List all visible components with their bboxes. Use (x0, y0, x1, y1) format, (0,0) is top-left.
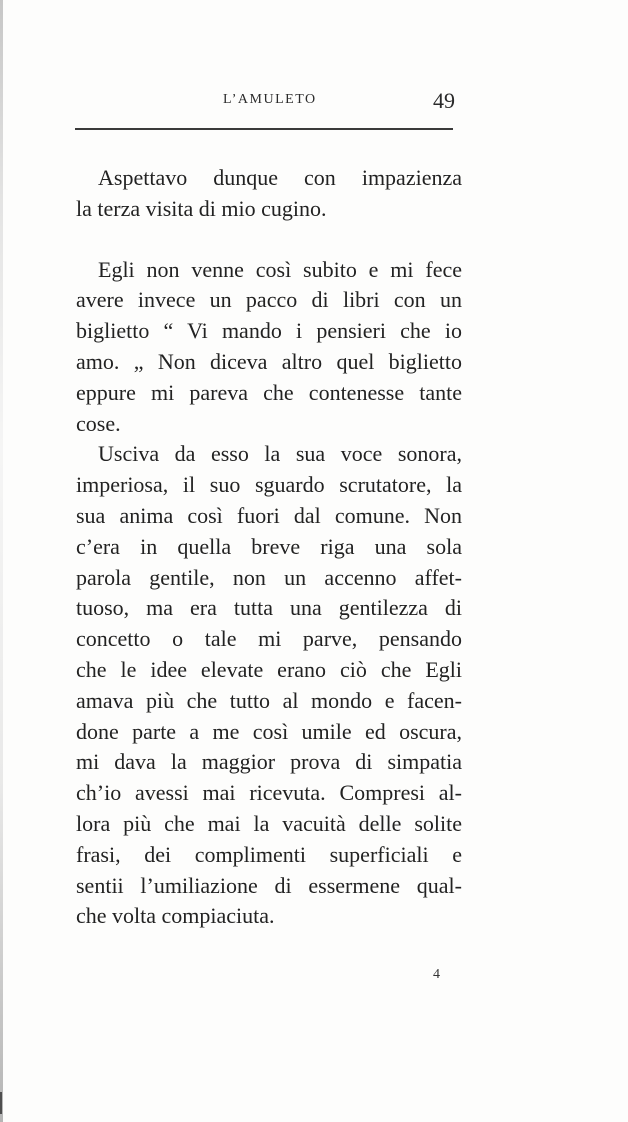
paragraph-1-line-1: Aspettavo dunque con impazienza (98, 165, 462, 190)
paragraph-3-line-10: done parte a me così umile ed oscura, (76, 718, 462, 744)
paragraph-2-line-4: amo. „ Non diceva altro quel biglietto (76, 348, 462, 374)
paragraph-3-line-16: che volta compiaciuta. (76, 903, 275, 929)
paragraph-3-line-15: sentii l’umiliazione di essermene qual- (76, 872, 462, 898)
paragraph-2-line-6: cose. (76, 410, 121, 436)
paragraph-2 (76, 255, 462, 440)
header-rule (75, 128, 453, 130)
signature-mark: 4 (433, 967, 440, 982)
paragraph-3-line-9: amava più che tutto al mondo e facen- (76, 687, 462, 713)
paragraph-3-line-11: mi dava la maggior prova di simpatia (76, 749, 462, 775)
paragraph-3 (76, 439, 462, 932)
paragraph-2-line-3: biglietto “ Vi mando i pensieri che io (76, 318, 462, 344)
running-title: L’AMULETO (223, 92, 317, 107)
page-binding-edge (0, 0, 3, 1122)
paragraph-2-line-1: Egli non venne così subito e mi fece (98, 256, 462, 282)
paragraph-2-line-2: avere invece un pacco di libri con un (76, 287, 462, 313)
paragraph-2-line-5: eppure mi pareva che contenesse tante (76, 379, 462, 405)
paragraph-3-line-8: che le idee elevate erano ciò che Egli (76, 656, 462, 682)
running-head (75, 88, 460, 118)
paragraph-3-line-12: ch’io avessi mai ricevuta. Compresi al- (76, 780, 462, 806)
scan-corner-mark (0, 1092, 8, 1114)
paragraph-3-line-1: Usciva da esso la sua voce sonora, (98, 441, 462, 467)
paragraph-spacing (76, 225, 462, 255)
paragraph-3-line-2: imperiosa, il suo sguardo scrutatore, la (76, 472, 462, 498)
paragraph-3-line-3: sua anima così fuori dal comune. Non (76, 502, 462, 528)
paragraph-3-line-6: tuoso, ma era tutta una gentilezza di (76, 595, 462, 621)
paragraph-1 (76, 163, 462, 225)
paragraph-3-line-4: c’era in quella breve riga una sola (76, 533, 462, 559)
paragraph-3-line-13: lora più che mai la vacuità delle solite (76, 810, 462, 836)
paragraph-3-line-7: concetto o tale mi parve, pensando (76, 626, 462, 652)
paragraph-3-line-5: parola gentile, non un accenno affet- (76, 564, 462, 590)
paragraph-3-line-14: frasi, dei complimenti superficiali e (76, 841, 462, 867)
paragraph-1-line-2: la terza visita di mio cugino. (76, 195, 327, 221)
body-text (76, 163, 462, 932)
page-number: 49 (433, 88, 455, 113)
